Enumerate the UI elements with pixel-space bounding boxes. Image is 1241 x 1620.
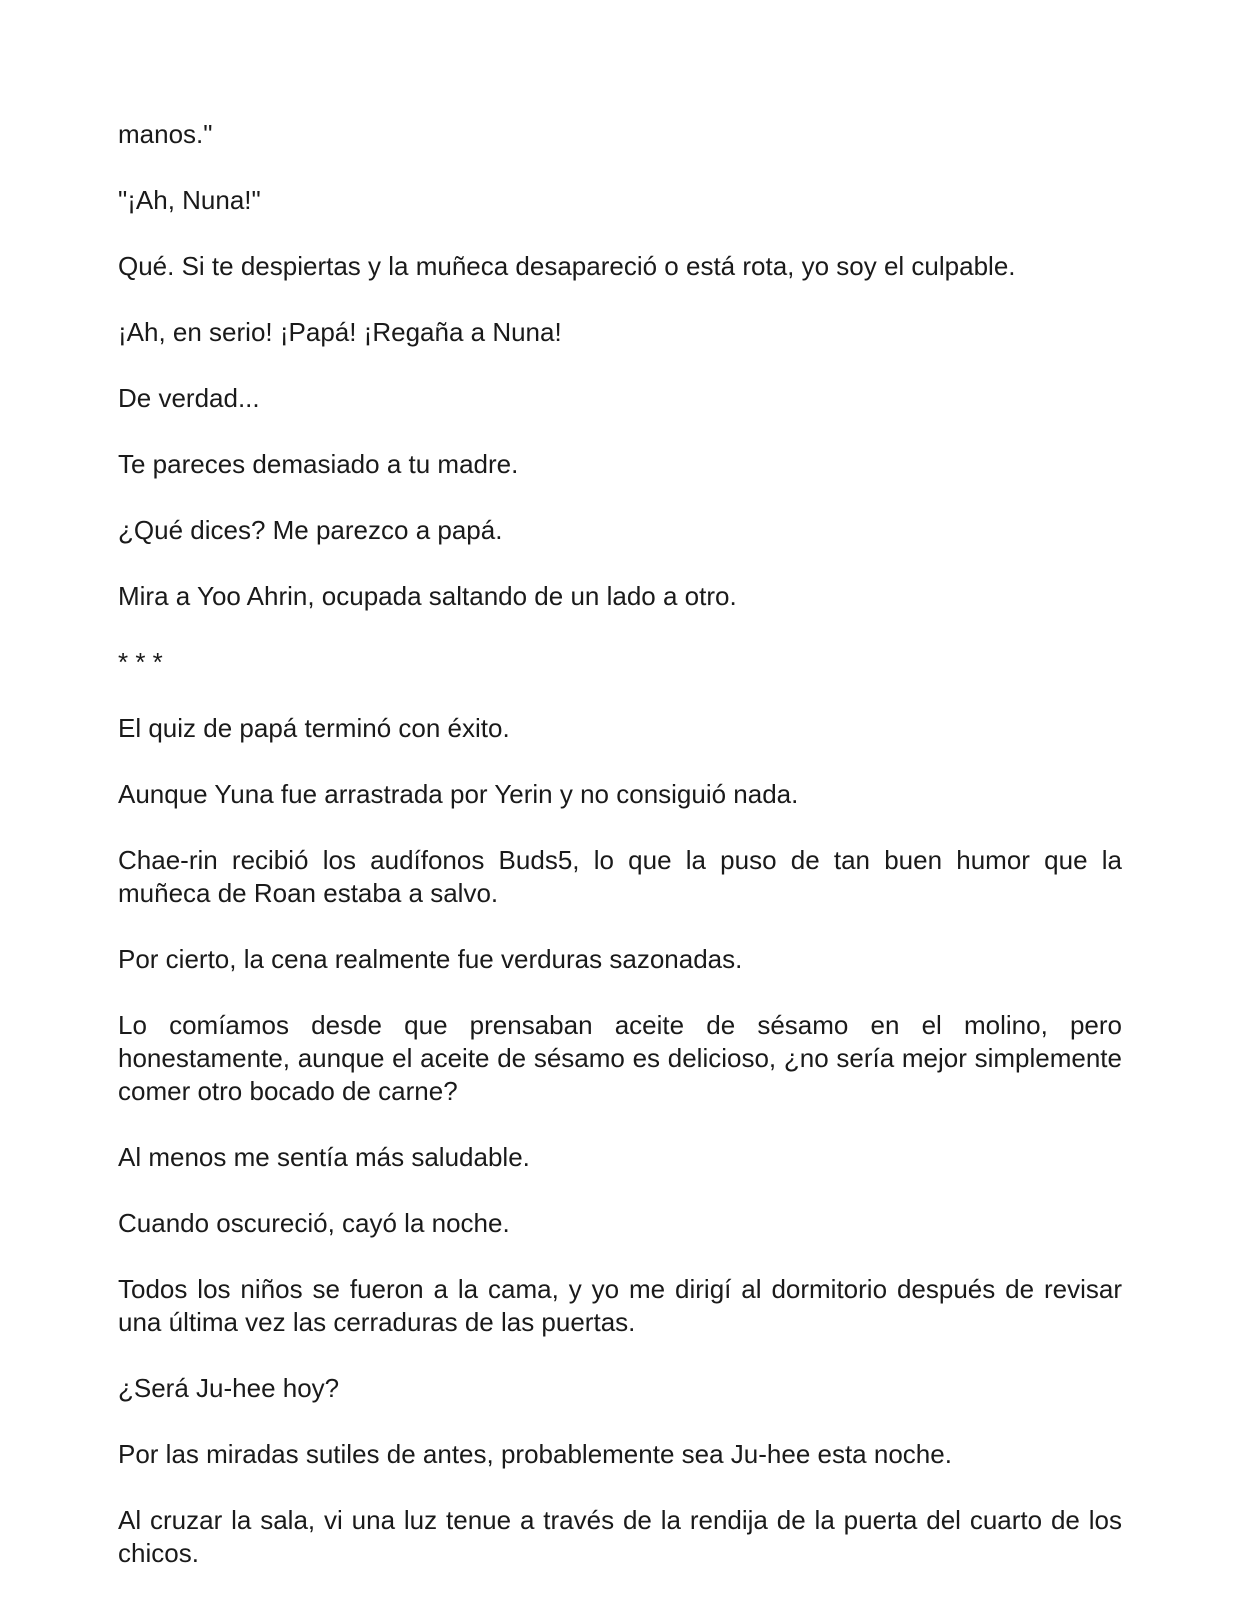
paragraph: "¡Ah, Nuna!": [118, 185, 261, 215]
paragraph: Por cierto, la cena realmente fue verduras sazonadas.: [118, 944, 743, 974]
scene-break: * * *: [118, 647, 163, 677]
document-page: [118, 118, 1122, 1570]
paragraph: ¿Qué dices? Me parezco a papá.: [118, 515, 503, 545]
paragraph: Al cruzar la sala, vi una luz tenue a través de la rendija de la puerta del cuarto de los chicos.: [118, 1505, 1122, 1568]
paragraph: Te pareces demasiado a tu madre.: [118, 449, 519, 479]
paragraph: Aunque Yuna fue arrastrada por Yerin y no consiguió nada.: [118, 779, 799, 809]
paragraph: Lo comíamos desde que prensaban aceite de sésamo en el molino, pero honestamente, aunque el aceite de sésamo es delicioso, ¿no sería mejor simplemente comer otro bocado de carne?: [118, 1010, 1122, 1106]
paragraph: Todos los niños se fueron a la cama, y yo me dirigí al dormitorio después de revisar una última vez las cerraduras de las puertas.: [118, 1274, 1122, 1337]
paragraph: De verdad...: [118, 383, 260, 413]
paragraph: Al menos me sentía más saludable.: [118, 1142, 530, 1172]
paragraph: Por las miradas sutiles de antes, probablemente sea Ju-hee esta noche.: [118, 1439, 952, 1469]
paragraph: manos.": [118, 119, 213, 149]
paragraph: ¿Será Ju-hee hoy?: [118, 1373, 340, 1403]
paragraph: El quiz de papá terminó con éxito.: [118, 713, 510, 743]
paragraph: Qué. Si te despiertas y la muñeca desapareció o está rota, yo soy el culpable.: [118, 251, 1016, 281]
paragraph: Cuando oscureció, cayó la noche.: [118, 1208, 510, 1238]
paragraph: Chae-rin recibió los audífonos Buds5, lo que la puso de tan buen humor que la muñeca de Roan estaba a salvo.: [118, 845, 1122, 908]
paragraph: Mira a Yoo Ahrin, ocupada saltando de un lado a otro.: [118, 581, 737, 611]
paragraph: ¡Ah, en serio! ¡Papá! ¡Regaña a Nuna!: [118, 317, 562, 347]
